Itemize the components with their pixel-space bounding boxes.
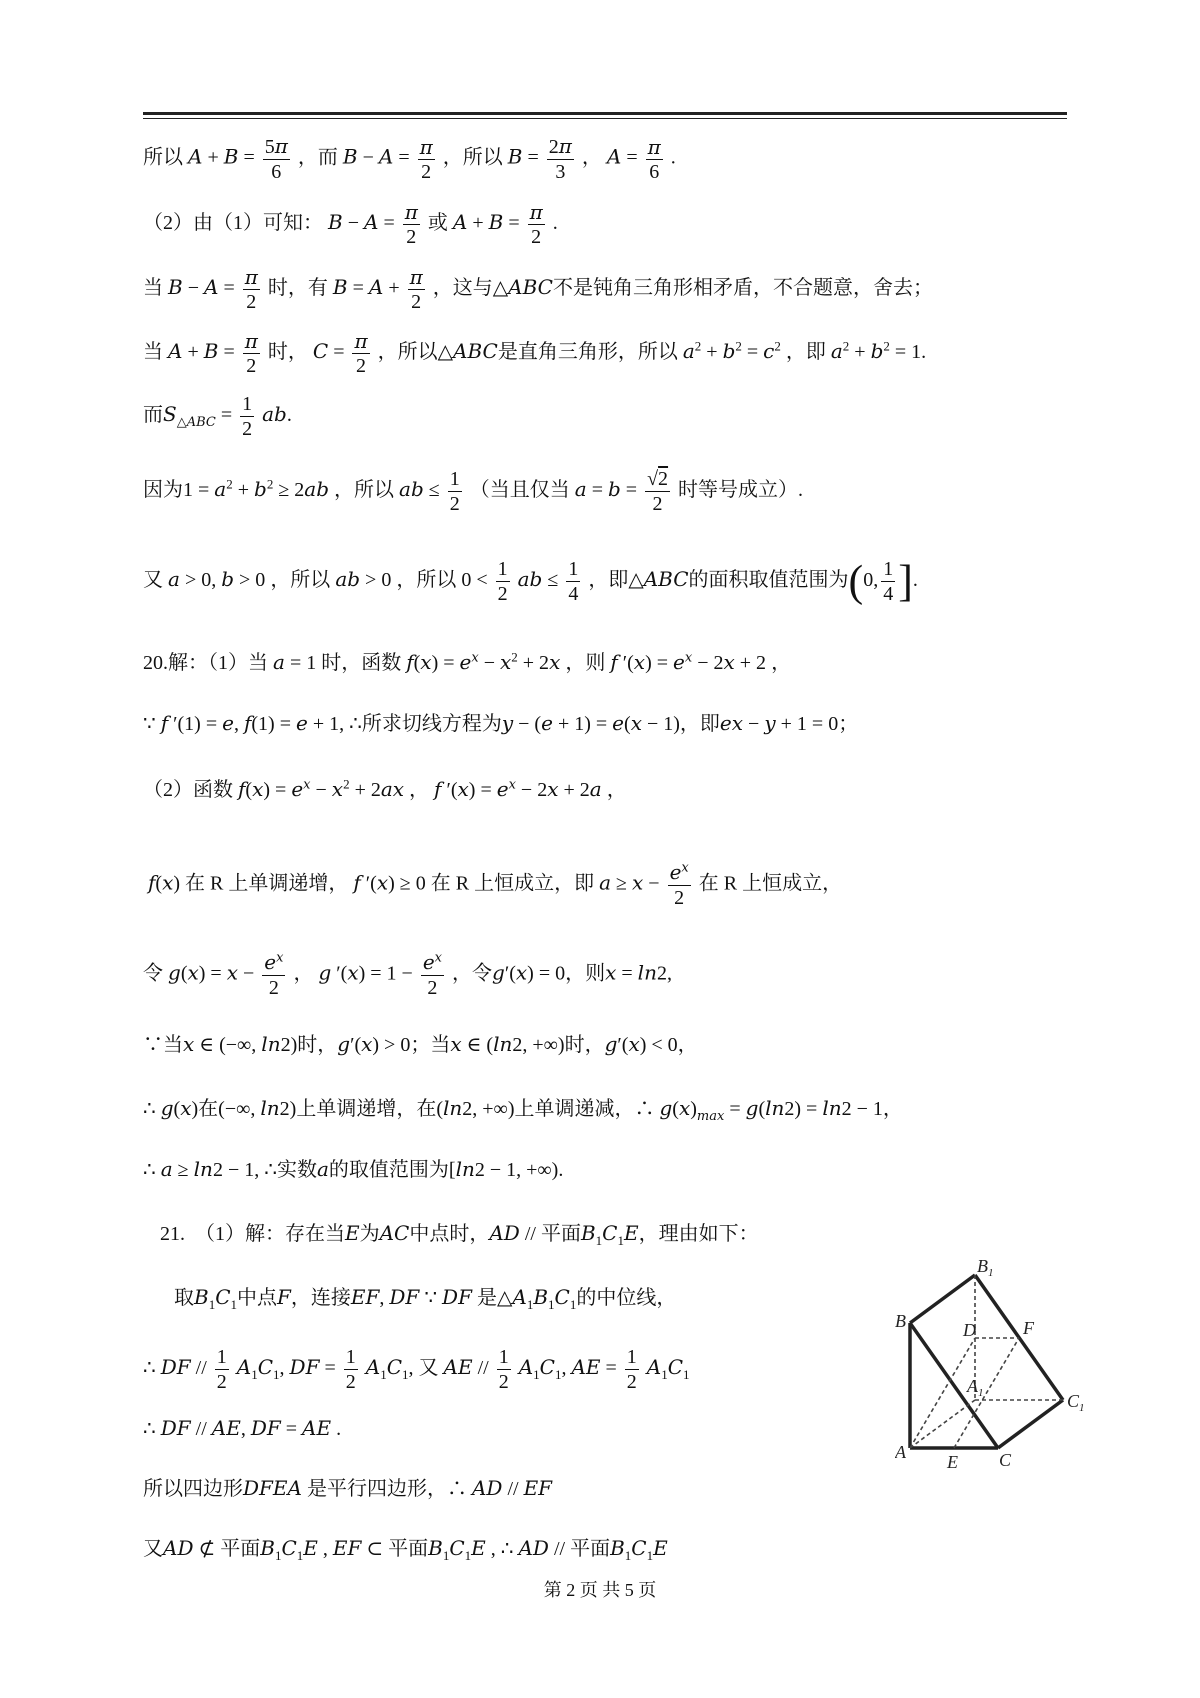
line-21: 又AD ⊄ 平面$B_1C_1E$ , EF ⊂ 平面$B_1C_1E$ , ∴ AD // 平面$B_1C_1E$ xyxy=(143,1536,668,1563)
line-10: （2）函数 $f(x) = e^x - x^2 + 2ax$ ， f $'(x) = e^x - 2x + 2a$ ， xyxy=(143,776,627,801)
line-16: 21. （1）解：存在当E为AC中点时，AD // 平面$B_1C_1E$，理由如下： xyxy=(160,1221,759,1248)
line-8: 20.解：（1）当 a = 1 时，函数 $f(x) = e^x - x^2 + 2x$ ，则 f $'(x) = e^x - 2x + 2$ ， xyxy=(143,649,792,674)
page-footer: 第 2 页 共 5 页 xyxy=(543,1580,657,1600)
line-13: ∵当x ∈ (−∞, ln2)时，g′(x) > 0；当x ∈ (ln2, +∞)时，g′(x) < 0， xyxy=(143,1032,698,1056)
line-3: 当 B − A = $\frac{\pi}{2}$ 时，有 B = A + $\frac{\pi}{2}$ ，这与△ABC不是钝角三角形相矛盾，不合题意，舍去； xyxy=(143,265,933,313)
line-1: 所以 A + B = $\frac{5\pi}{6}$ ，而 B − A = $\frac{\pi}{2}$ ，所以 B = $\frac{2\pi}{3}$ ， A = $\frac{\pi}{6}$ . xyxy=(143,134,676,183)
label-A1: $A_1$ xyxy=(967,1376,984,1399)
label-E: E xyxy=(947,1452,958,1472)
line-17: 取$B_1C_1$中点F，连接EF, DF ∵ DF 是$\triangle A_1B_1C_1$的中位线， xyxy=(174,1285,677,1312)
label-B1: $B_1$ xyxy=(977,1260,994,1279)
line-5: 而$S_{\triangle ABC}$ = $\frac{1}{2}$ ab. xyxy=(143,393,292,440)
line-15: ∴ a ≥ ln2 − 1, ∴实数a的取值范围为[ln2 − 1, +∞). xyxy=(143,1157,564,1181)
line-2: （2）由（1）可知： B − A = $\frac{\pi}{2}$ 或 A + B = $\frac{\pi}{2}$ . xyxy=(143,200,558,248)
label-C1: $C_1$ xyxy=(1067,1391,1085,1414)
line-6: 因为$1 = a^2 + b^2 \ge 2ab$ ，所以 ab ≤ $\frac{1}{2}$ （当且仅当 a = b = $\frac{√2}{2}$ 时等号成立）. xyxy=(143,468,804,515)
prism-figure xyxy=(895,1260,1095,1500)
edge-B-C xyxy=(910,1323,998,1448)
line-11: f(x) 在 R 上单调递增， f ′(x) ≥ 0 在 R 上恒成立，即 a ≥ x − $\frac{e^x}{2}$ 在 R 上恒成立， xyxy=(148,860,843,909)
line-4: 当 A + B = $\frac{\pi}{2}$ 时， C = $\frac{\pi}{2}$ ，所以△ABC是直角三角形，所以 $a^2 + b^2 = c^2$ ，即 $a^2 + b^2 = 1$. xyxy=(143,329,927,377)
line-19: ∴ DF // AE, DF = AE . xyxy=(143,1416,342,1440)
label-A: A xyxy=(895,1442,906,1462)
line-9: ∵ f ′(1) = e, f(1) = e + 1, ∴所求切线方程为y − (e + 1) = e(x − 1)，即ex − y + 1 = 0； xyxy=(143,711,859,735)
label-F: F xyxy=(1023,1318,1034,1338)
label-B: B xyxy=(895,1311,906,1331)
edge-C1-C xyxy=(998,1400,1063,1448)
line-20: 所以四边形DFEA 是平行四边形，∴ AD // EF xyxy=(143,1476,553,1500)
line-18: ∴ DF // $\frac{1}{2}$ $A_1C_1$, DF = $\frac{1}{2}$ $A_1C_1$, 又 AE // $\frac{1}{2}$ $A_1C_1$, AE = $\frac{1}{2}$ $A_1C_1$ xyxy=(143,1346,690,1393)
edge-A-A1 xyxy=(910,1400,975,1448)
header-rule-thick xyxy=(143,112,1067,115)
label-D: D xyxy=(963,1320,976,1340)
line-7: 又 a > 0, b > 0 ，所以 ab > 0 ，所以 0 < $\frac{1}{2}$ ab ≤ $\frac{1}{4}$ ，即△ABC的面积取值范围为(0, $\frac{1}{4}$ ]. xyxy=(143,556,918,606)
line-14: ∴ g(x)在(−∞, ln2)上单调递增，在(ln2, +∞)上单调递减，∴ $g(x)_{max} = g(\ln 2) = \ln 2 - 1$， xyxy=(143,1096,903,1124)
label-C: C xyxy=(999,1450,1012,1470)
line-12: 令 g(x) = x − $\frac{e^x}{2}$ ， g ′(x) = 1 − $\frac{e^x}{2}$ ，令g′(x) = 0，则x = ln2, xyxy=(143,950,672,999)
header-rule-thin xyxy=(143,118,1067,119)
edge-B-B1 xyxy=(910,1275,975,1323)
edge-A-D xyxy=(910,1338,975,1448)
